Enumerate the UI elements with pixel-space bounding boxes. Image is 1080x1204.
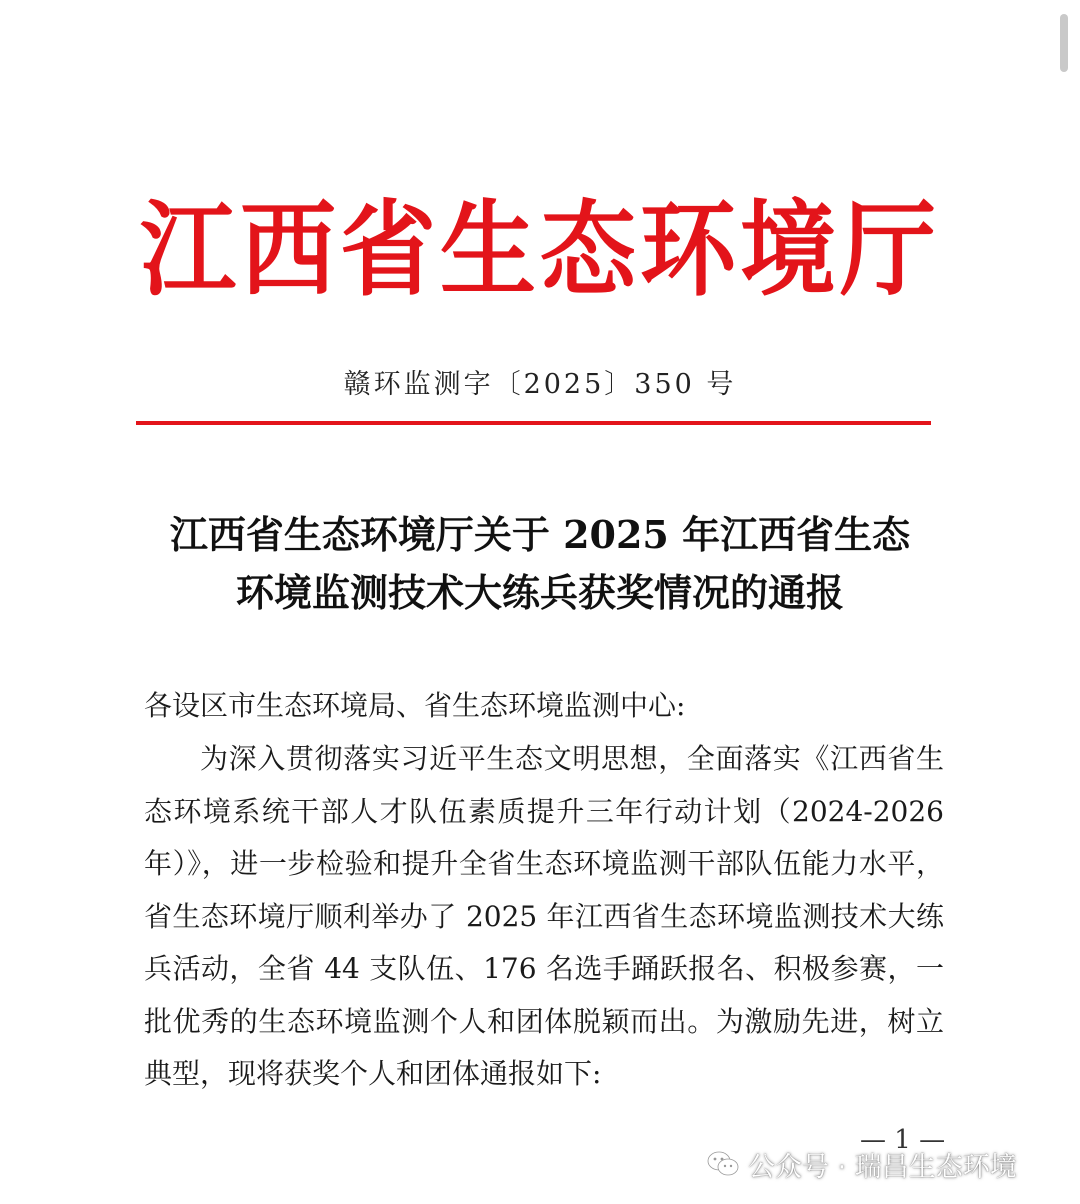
watermark-text: 公众号 · 瑞昌生态环境 [748, 1151, 1017, 1183]
document-number: 赣环监测字〔2025〕350 号 [343, 369, 737, 400]
wechat-icon [706, 1149, 740, 1179]
red-divider-line [136, 421, 931, 425]
issuing-organization: 江西省生态环境厅 [140, 188, 940, 311]
document-title [0, 506, 1080, 622]
wechat-watermark [706, 1144, 1017, 1184]
salutation: 各设区市生态环境局、省生态环境监测中心: [144, 689, 686, 722]
page-number: — 1 — [860, 1125, 946, 1155]
scrollbar[interactable] [1060, 14, 1068, 72]
title-line-1: 江西省生态环境厅关于 2025 年江西省生态 [169, 512, 911, 557]
body-paragraph: 为深入贯彻落实习近平生态文明思想，全面落实《江西省生态环境系统干部人才队伍素质提升三年行动计划（2024-2026年）》，进一步检验和提升全省生态环境监测干部队伍能力水平，省生态环境厅顺利举办了 2025 年江西省生态环境监测技术大练兵活动，全省 44 支队伍、176 名选手踊跃报名、积极参赛，一批优秀的生态环境监测个人和团体脱颖而出。为激励先进，树立典型，现将获奖个人和团体通报如下: [144, 742, 944, 1090]
title-line-2: 环境监测技术大练兵获奖情况的通报 [235, 570, 844, 615]
